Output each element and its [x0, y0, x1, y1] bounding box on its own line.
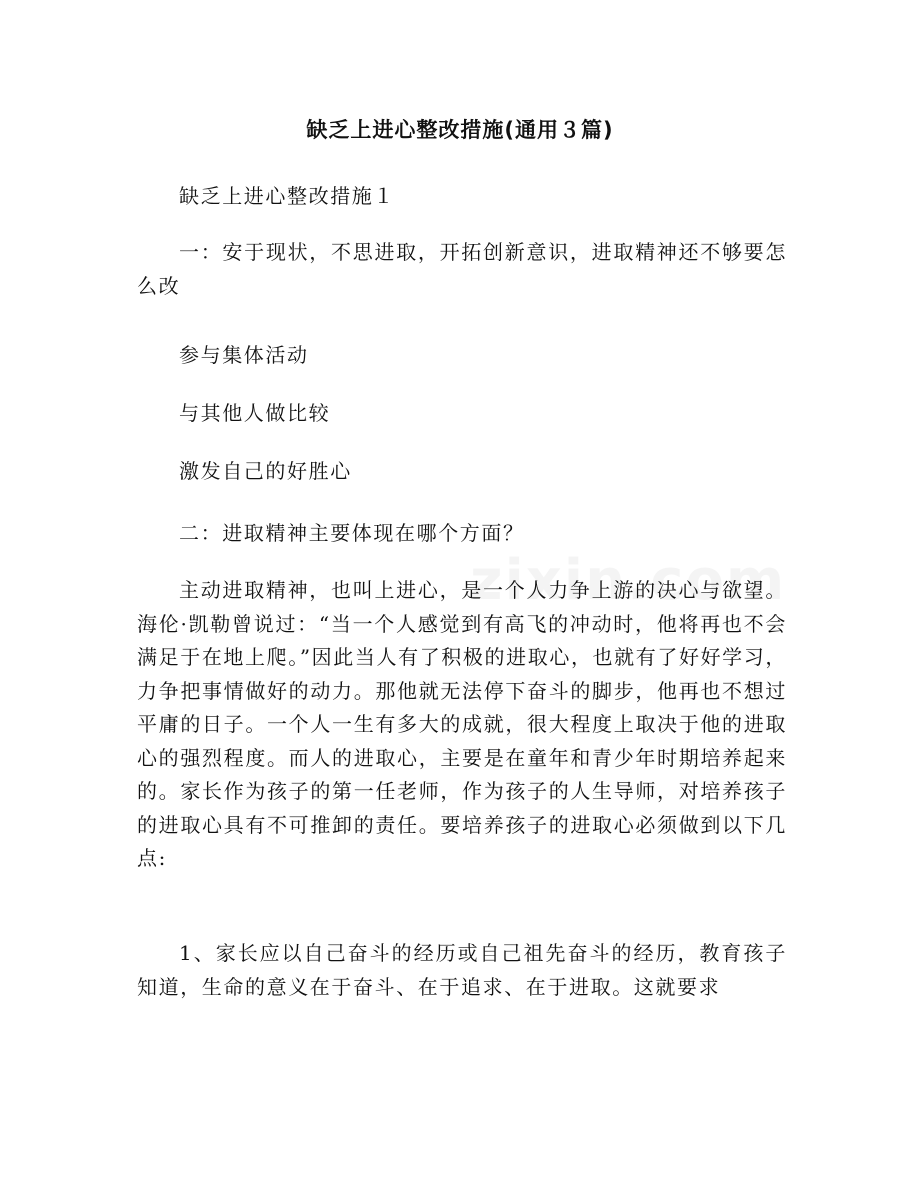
- paragraph-question-1: 一：安于现状，不思进取，开拓创新意识，进取精神还不够要怎么改: [137, 240, 787, 298]
- list-item: 与其他人做比较: [179, 401, 331, 425]
- list-item: 激发自己的好胜心: [179, 459, 352, 483]
- section-heading: 缺乏上进心整改措施１: [179, 184, 395, 208]
- paragraph-point-1: 1、家长应以自己奋斗的经历或自己祖先奋斗的经历，教育孩子知道，生命的意义在于奋斗、在于追求、在于进取。这就要求: [137, 941, 787, 999]
- paragraph-question-2: 二：进取精神主要体现在哪个方面？: [179, 521, 525, 545]
- list-item: 参与集体活动: [179, 343, 309, 367]
- document-title: 缺乏上进心整改措施(通用３篇): [306, 118, 614, 142]
- paragraph-body: 主动进取精神，也叫上进心，是一个人力争上游的决心与欲望。海伦·凯勒曾说过：“当一个人感觉到有高飞的冲动时，他将再也不会满足于在地上爬。”因此当人有了积极的进取心，也就有了好好学习，力争把事情做好的动力。那他就无法停下奋斗的脚步，他再也不想过平庸的日子。一个人一生有多大的成就，很大程度上取决于他的进取心的强烈程度。而人的进取心，主要是在童年和青少年时期培养起来的。家长作为孩子的第一任老师，作为孩子的人生导师，对培养孩子的进取心具有不可推卸的责任。要培养孩子的进取心必须做到以下几点:: [137, 578, 787, 870]
